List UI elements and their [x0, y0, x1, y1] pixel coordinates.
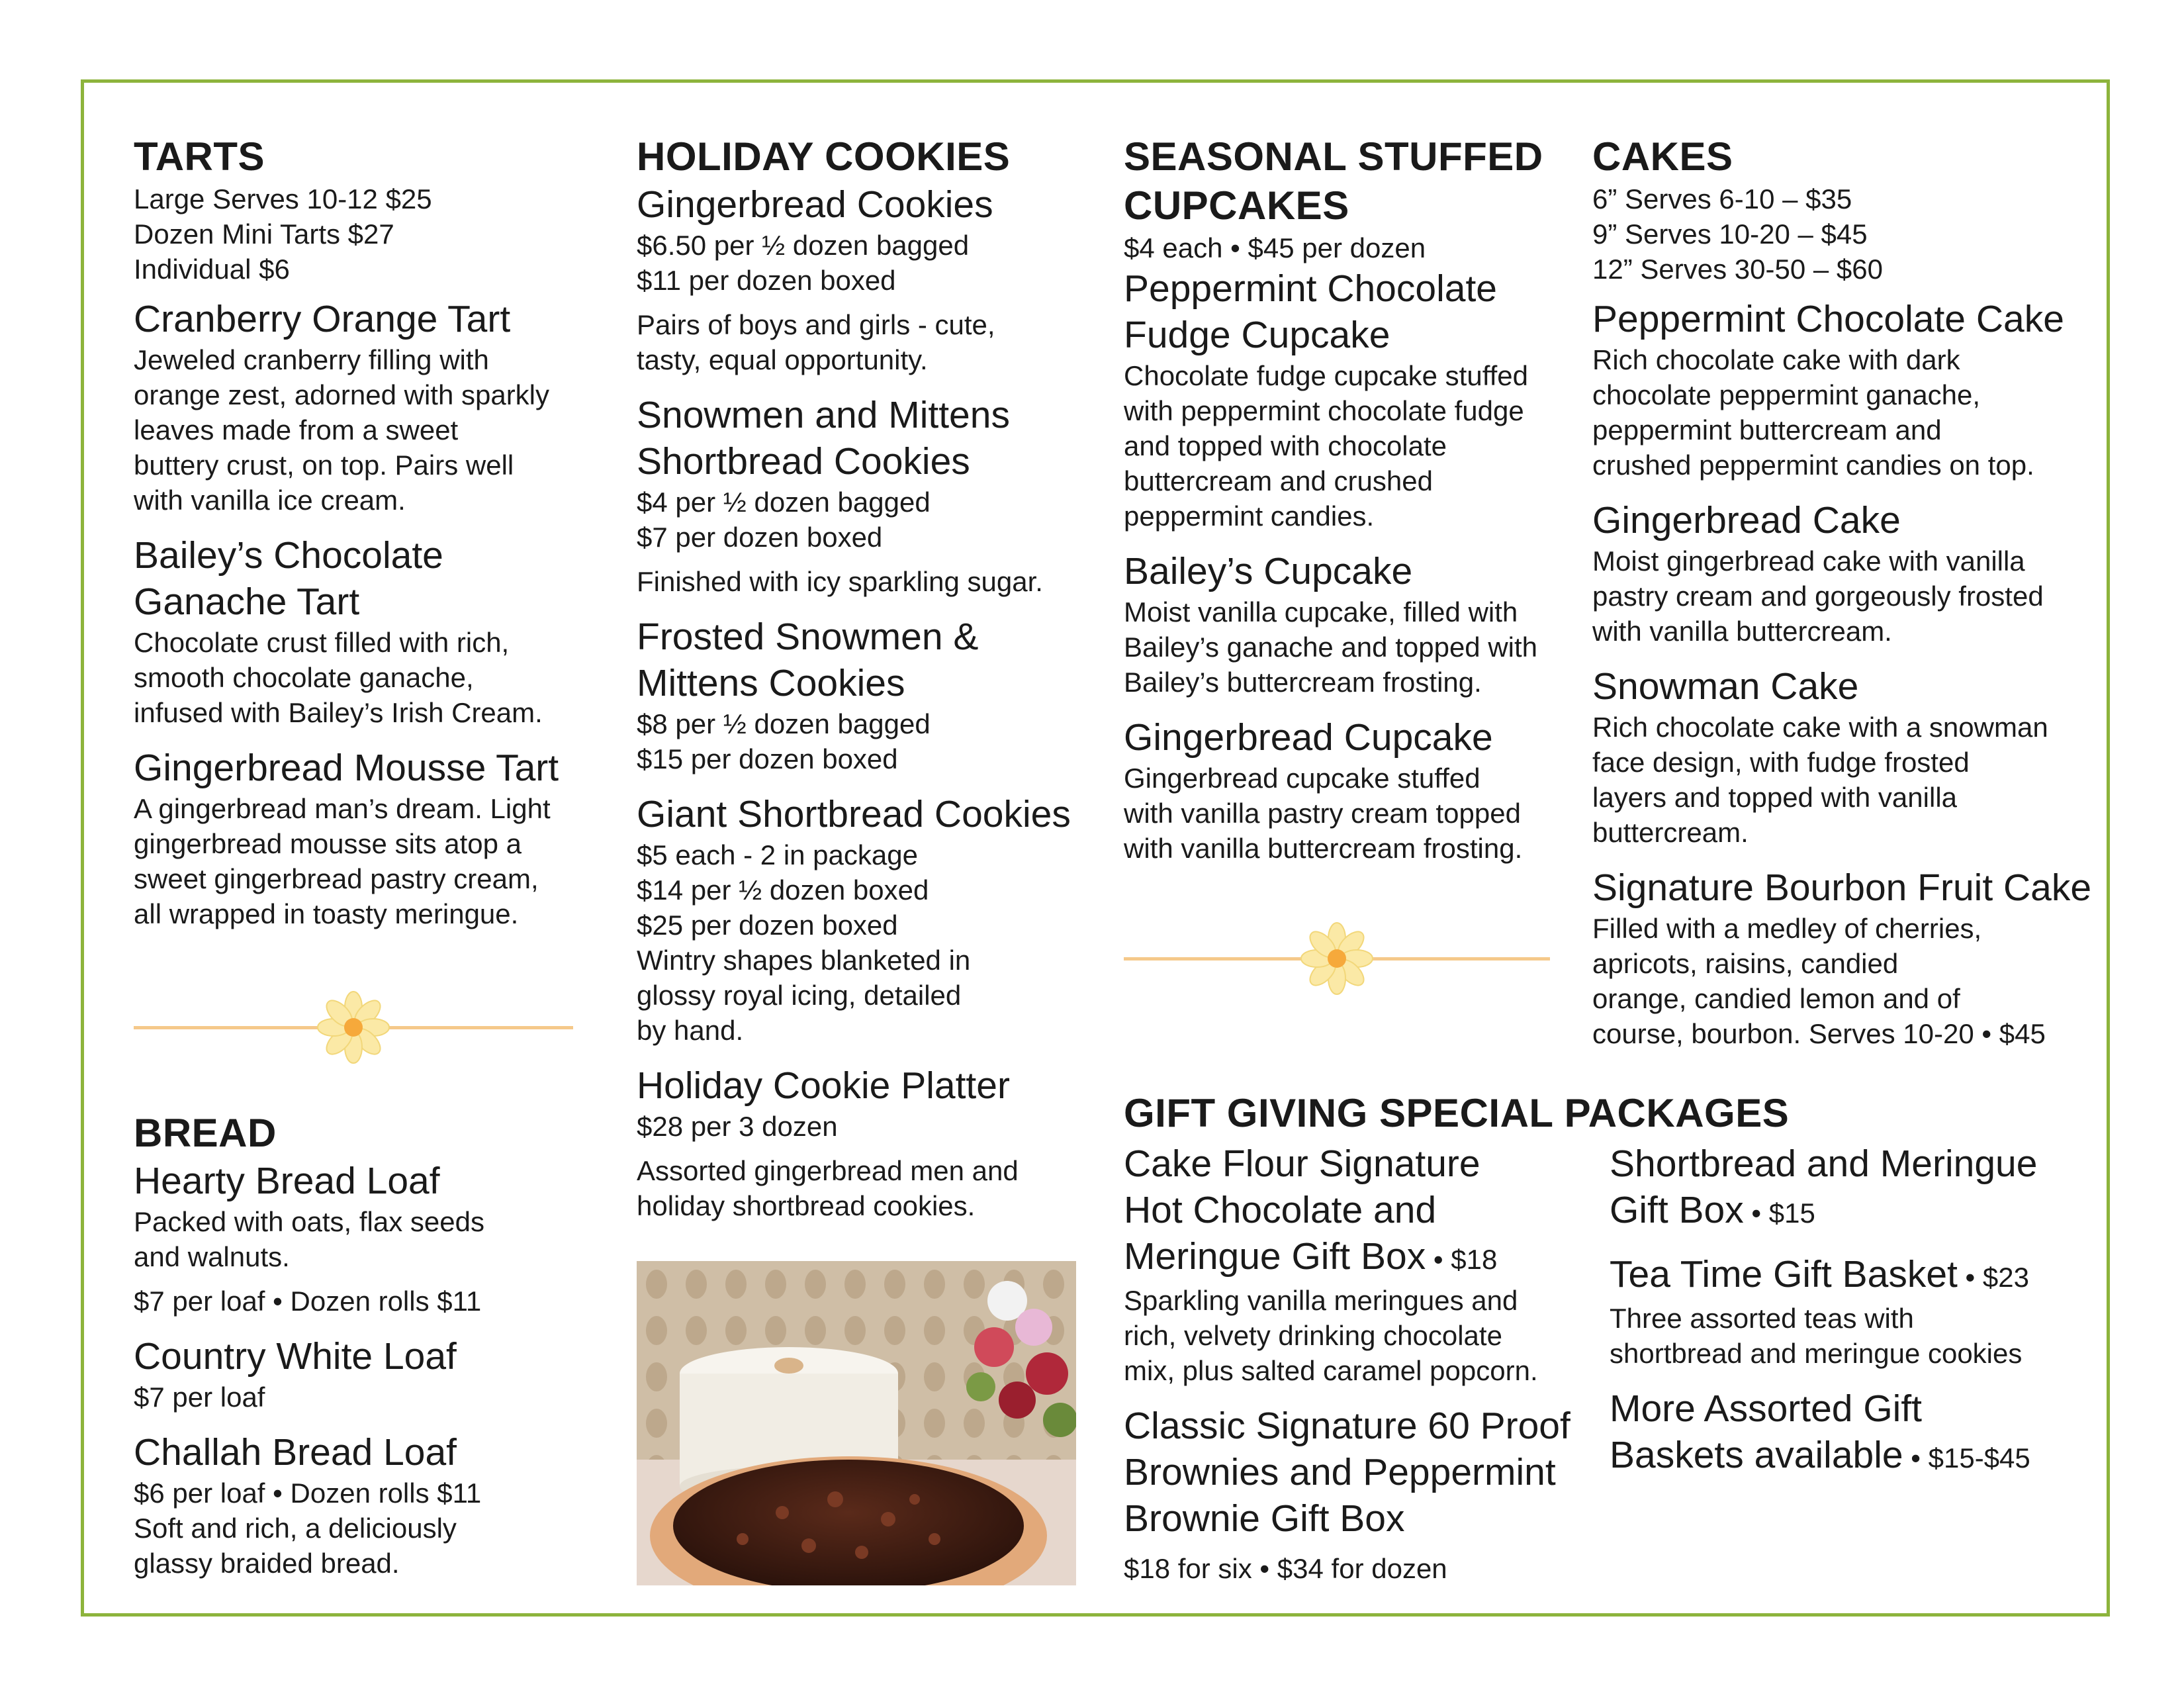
item-name: Ganache Tart — [134, 581, 360, 623]
item-price: • $15-$45 — [1903, 1442, 2030, 1474]
item-desc: leaves made from a sweet — [134, 414, 459, 445]
item-name: Snowmen and Mittens — [637, 394, 1010, 436]
item-desc: infused with Bailey’s Irish Cream. — [134, 697, 543, 728]
item-desc: Chocolate crust filled with rich, — [134, 627, 510, 658]
item-desc: with vanilla buttercream. — [1592, 616, 1892, 647]
item-desc: sweet gingerbread pastry cream, — [134, 863, 539, 894]
item-price: • $23 — [1957, 1262, 2029, 1293]
item-name: Country White Loaf — [134, 1335, 457, 1378]
item-name: Brownie Gift Box — [1124, 1497, 1405, 1540]
cookies-title: HOLIDAY COOKIES — [637, 134, 1011, 179]
item-desc: with vanilla pastry cream topped — [1124, 798, 1521, 829]
item-desc: Bailey’s buttercream frosting. — [1124, 667, 1482, 698]
item-desc: Wintry shapes blanketed in — [637, 945, 971, 976]
cakes-pricing: 9” Serves 10-20 – $45 — [1592, 218, 1868, 250]
item-desc: buttercream and crushed — [1124, 465, 1433, 496]
item-desc: Finished with icy sparkling sugar. — [637, 566, 1043, 597]
cupcakes-pricing: $4 each • $45 per dozen — [1124, 232, 1426, 263]
item-name: Fudge Cupcake — [1124, 314, 1390, 356]
tarts-section — [134, 132, 597, 931]
item-price: $14 per ½ dozen boxed — [637, 874, 929, 906]
item-price: • $18 — [1426, 1244, 1498, 1275]
cupcakes-section — [1124, 132, 1574, 866]
flower-divider — [1124, 939, 1550, 978]
item-price: $11 per dozen boxed — [637, 265, 896, 296]
tarts-pricing: Large Serves 10-12 $25 — [134, 183, 432, 214]
item-desc: and walnuts. — [134, 1241, 290, 1272]
tarts-title: TARTS — [134, 134, 265, 179]
cookies-section — [637, 132, 1113, 1223]
item-price: $5 each - 2 in package — [637, 839, 918, 870]
item-desc: Jeweled cranberry filling with — [134, 344, 489, 375]
item-desc: Soft and rich, a deliciously — [134, 1513, 457, 1544]
cakes-pricing: 12” Serves 30-50 – $60 — [1592, 254, 1883, 285]
item-desc: Bailey’s ganache and topped with — [1124, 632, 1538, 663]
item-price: $4 per ½ dozen bagged — [637, 487, 931, 518]
item-name: Tea Time Gift Basket — [1610, 1253, 1958, 1295]
item-name: Baskets available — [1610, 1434, 1903, 1476]
item-desc: Assorted gingerbread men and — [637, 1155, 1019, 1186]
item-desc: Moist gingerbread cake with vanilla — [1592, 545, 2025, 577]
item-desc: Rich chocolate cake with dark — [1592, 344, 1960, 375]
item-desc: mix, plus salted caramel popcorn. — [1124, 1355, 1538, 1386]
item-name: Bailey’s Cupcake — [1124, 550, 1413, 592]
item-desc: with vanilla buttercream frosting. — [1124, 833, 1523, 864]
item-desc: shortbread and meringue cookies — [1610, 1338, 2023, 1369]
item-desc: by hand. — [637, 1015, 744, 1046]
cakes-pricing: 6” Serves 6-10 – $35 — [1592, 183, 1852, 214]
item-desc: course, bourbon. Serves 10-20 • $45 — [1592, 1018, 2046, 1049]
item-desc: glossy royal icing, detailed — [637, 980, 962, 1011]
item-price: $28 per 3 dozen — [637, 1111, 838, 1142]
item-name: Holiday Cookie Platter — [637, 1064, 1010, 1107]
item-desc: orange zest, adorned with sparkly — [134, 379, 550, 410]
item-name: Peppermint Chocolate — [1124, 267, 1497, 310]
item-desc: peppermint candies. — [1124, 500, 1375, 532]
item-desc: orange, candied lemon and of — [1592, 983, 1960, 1014]
item-price: $6 per loaf • Dozen rolls $11 — [134, 1477, 482, 1509]
gifts-left — [1124, 1141, 1600, 1586]
item-name: Cranberry Orange Tart — [134, 298, 511, 340]
item-desc: rich, velvety drinking chocolate — [1124, 1320, 1502, 1351]
item-name: Gingerbread Mousse Tart — [134, 747, 559, 789]
item-desc: holiday shortbread cookies. — [637, 1190, 976, 1221]
item-desc: tasty, equal opportunity. — [637, 344, 928, 375]
item-name: Cake Flour Signature — [1124, 1143, 1480, 1185]
item-name: Mittens Cookies — [637, 662, 905, 704]
item-desc: gingerbread mousse sits atop a — [134, 828, 522, 859]
item-price: $7 per loaf • Dozen rolls $11 — [134, 1286, 482, 1317]
item-price: $15 per dozen boxed — [637, 743, 898, 774]
item-desc: glassy braided bread. — [134, 1548, 400, 1579]
item-price: $7 per loaf — [134, 1382, 265, 1413]
item-desc: and topped with chocolate — [1124, 430, 1447, 461]
item-desc: layers and topped with vanilla — [1592, 782, 1958, 813]
item-name: Hearty Bread Loaf — [134, 1160, 440, 1202]
item-price: $25 per dozen boxed — [637, 910, 898, 941]
item-name: Challah Bread Loaf — [134, 1431, 457, 1474]
bread-section — [134, 1109, 597, 1581]
item-price: • $15 — [1743, 1197, 1815, 1229]
item-name: Classic Signature 60 Proof — [1124, 1405, 1570, 1447]
item-desc: buttercream. — [1592, 817, 1749, 848]
cake-photo — [637, 1261, 1076, 1585]
tarts-pricing: Individual $6 — [134, 254, 290, 285]
item-name: Bailey’s Chocolate — [134, 534, 443, 577]
item-desc: Packed with oats, flax seeds — [134, 1206, 484, 1237]
item-name: Shortbread and Meringue — [1610, 1143, 2038, 1185]
gifts-right — [1610, 1141, 2086, 1481]
item-desc: crushed peppermint candies on top. — [1592, 449, 2034, 481]
item-price: $7 per dozen boxed — [637, 522, 883, 553]
item-desc: face design, with fudge frosted — [1592, 747, 1970, 778]
item-desc: Rich chocolate cake with a snowman — [1592, 712, 2048, 743]
cakes-section — [1592, 132, 2095, 1051]
item-name: Gingerbread Cookies — [637, 183, 993, 226]
item-name: Meringue Gift Box — [1124, 1235, 1426, 1278]
item-name: Gingerbread Cupcake — [1124, 716, 1493, 759]
item-desc: Pairs of boys and girls - cute, — [637, 309, 995, 340]
item-desc: A gingerbread man’s dream. Light — [134, 793, 551, 824]
gifts-title: GIFT GIVING SPECIAL PACKAGES — [1124, 1091, 1790, 1135]
flower-icon — [1297, 919, 1377, 998]
item-desc: Moist vanilla cupcake, filled with — [1124, 596, 1518, 628]
cupcakes-title: SEASONAL STUFFED — [1124, 134, 1543, 179]
item-price: $6.50 per ½ dozen bagged — [637, 230, 970, 261]
flower-divider — [134, 1008, 573, 1047]
item-name: Shortbread Cookies — [637, 440, 970, 483]
item-desc: chocolate peppermint ganache, — [1592, 379, 1981, 410]
item-name: Snowman Cake — [1592, 665, 1859, 708]
item-desc: smooth chocolate ganache, — [134, 662, 474, 693]
item-price: $8 per ½ dozen bagged — [637, 708, 931, 739]
item-desc: apricots, raisins, candied — [1592, 948, 1899, 979]
item-name: More Assorted Gift — [1610, 1387, 1923, 1430]
item-name: Gift Box — [1610, 1189, 1744, 1231]
item-price: $18 for six • $34 for dozen — [1124, 1553, 1447, 1584]
item-desc: with peppermint chocolate fudge — [1124, 395, 1524, 426]
flower-icon — [314, 988, 393, 1067]
item-desc: buttery crust, on top. Pairs well — [134, 449, 514, 481]
tarts-pricing: Dozen Mini Tarts $27 — [134, 218, 394, 250]
item-desc: Three assorted teas with — [1610, 1303, 1914, 1334]
item-name: Giant Shortbread Cookies — [637, 793, 1071, 835]
item-desc: Filled with a medley of cherries, — [1592, 913, 1982, 944]
item-name: Gingerbread Cake — [1592, 499, 1901, 541]
item-desc: Chocolate fudge cupcake stuffed — [1124, 360, 1528, 391]
item-desc: pastry cream and gorgeously frosted — [1592, 581, 2044, 612]
item-desc: all wrapped in toasty meringue. — [134, 898, 519, 929]
item-name: Peppermint Chocolate Cake — [1592, 298, 2064, 340]
item-desc: peppermint buttercream and — [1592, 414, 1942, 445]
cupcakes-title: CUPCAKES — [1124, 183, 1349, 228]
cakes-title: CAKES — [1592, 134, 1733, 179]
bread-title: BREAD — [134, 1111, 277, 1155]
gifts-section — [1124, 1089, 2090, 1138]
item-desc: with vanilla ice cream. — [134, 485, 406, 516]
item-desc: Gingerbread cupcake stuffed — [1124, 763, 1480, 794]
item-desc: Sparkling vanilla meringues and — [1124, 1285, 1518, 1316]
item-name: Frosted Snowmen & — [637, 616, 979, 658]
item-name: Hot Chocolate and — [1124, 1189, 1437, 1231]
item-name: Signature Bourbon Fruit Cake — [1592, 867, 2092, 909]
item-name: Brownies and Peppermint — [1124, 1451, 1556, 1493]
